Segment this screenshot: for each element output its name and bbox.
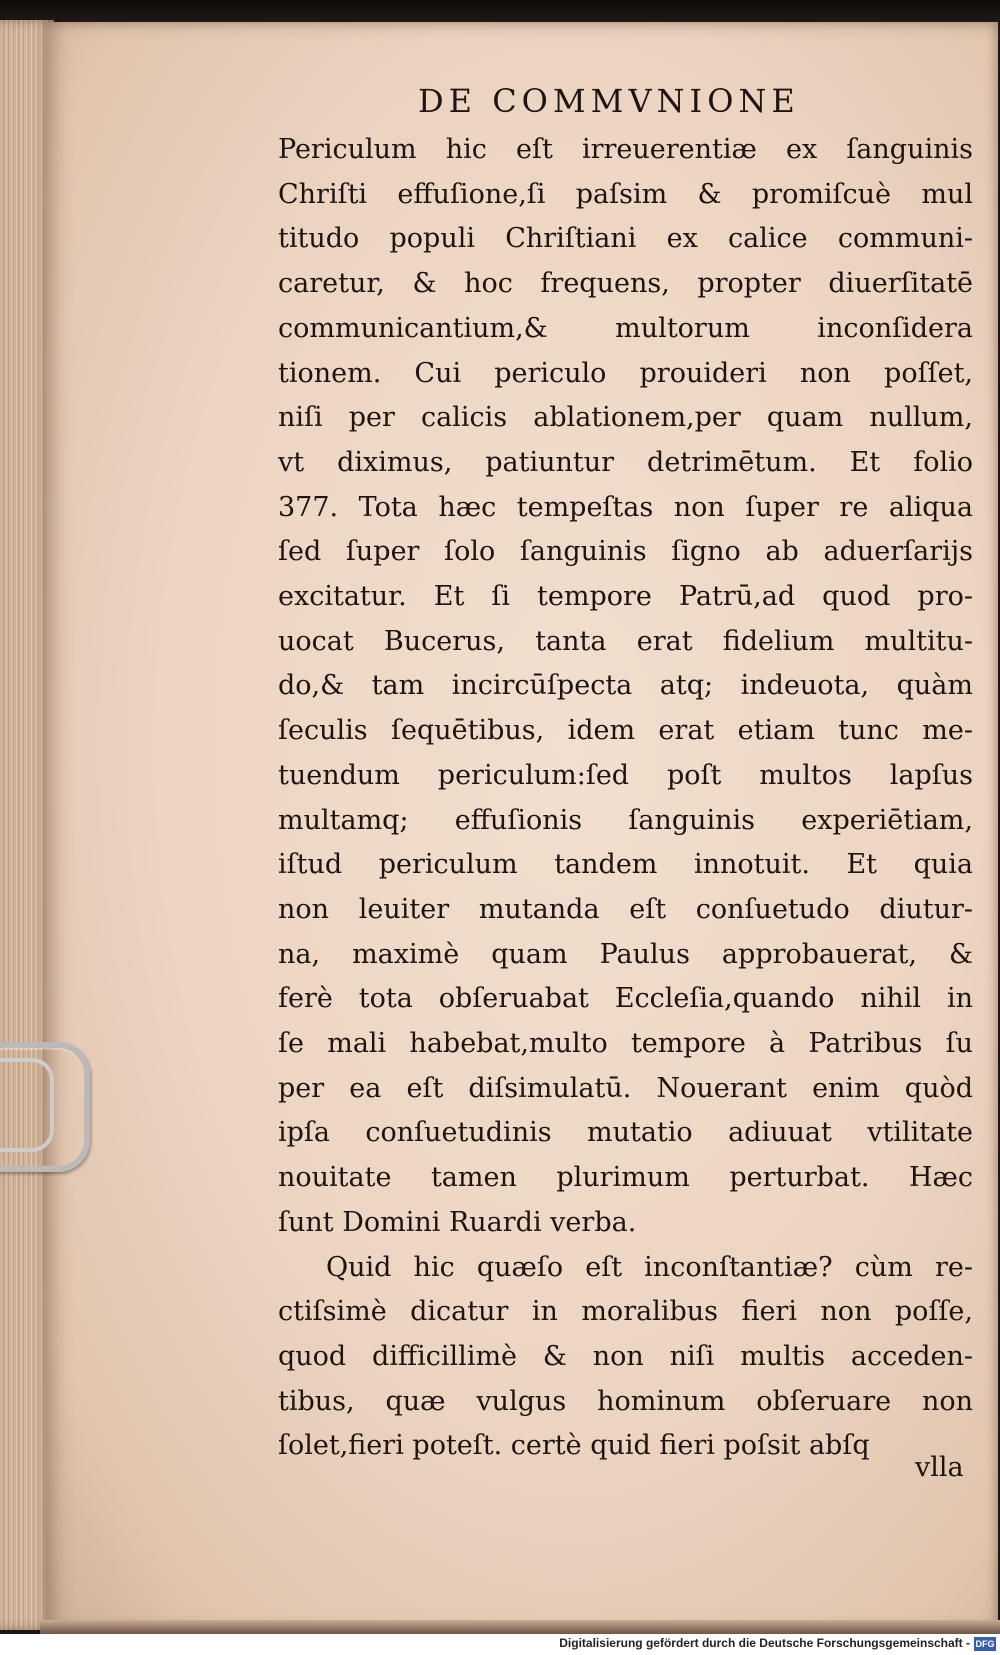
text-line: tuendum periculum:ſed poſt multos lapſus	[278, 759, 973, 791]
text-line: Quid hic quæſo eſt inconſtantiæ? cùm re-	[326, 1251, 973, 1283]
text-line: ſed ſuper ſolo ſanguinis ſigno ab aduerſarijs	[278, 536, 973, 568]
text-line: na, maximè quam Paulus approbauerat, &	[278, 938, 973, 970]
text-line: tibus, quæ vulgus hominum obſeruare non	[278, 1385, 973, 1417]
text-line: communicantium,& multorum inconſidera	[278, 312, 973, 344]
text-line: ſolet,fieri poteſt. certè quid fieri poſsit abſq	[278, 1430, 870, 1462]
text-line: ſeculis ſequētibus, idem erat etiam tunc me-	[278, 715, 973, 747]
text-line: tionem. Cui periculo prouideri non poſſet,	[278, 357, 973, 389]
text-line: niſi per calicis ablationem,per quam nullum,	[278, 402, 973, 434]
text-line: do,& tam incircūſpecta atq; indeuota, quàm	[278, 670, 973, 702]
text-line: quod difficillimè & non niſi multis acceden-	[278, 1340, 973, 1372]
catchword: vlla	[915, 1452, 964, 1483]
text-line: nouitate tamen plurimum perturbat. Hæc	[278, 1162, 973, 1194]
text-line: ipſa conſuetudinis mutatio adiuuat vtilitate	[278, 1117, 973, 1149]
text-line: uocat Bucerus, tanta erat fidelium multitu-	[278, 625, 973, 657]
text-line: ſunt Domini Ruardi verba.	[278, 1206, 637, 1238]
text-line: Chriſti effuſione,ſi paſsim & promiſcuè mul	[278, 178, 973, 210]
text-line: ferè tota obſeruabat Eccleſia,quando nihil in	[278, 983, 973, 1015]
running-header: DE COMMVNIONE	[418, 82, 800, 120]
text-line: per ea eſt diſsimulatū. Nouerant enim quòd	[278, 1072, 973, 1104]
text-line: ſe mali habebat,multo tempore à Patribus ſu	[278, 1028, 973, 1060]
text-line: caretur, & hoc frequens, propter diuerſitatē	[278, 268, 973, 300]
text-line: ctiſsimè dicatur in moralibus fieri non poſſe,	[278, 1296, 973, 1328]
footer-credit: Digitalisierung gefördert durch die Deutsche Forschungsgemeinschaft -	[559, 1636, 970, 1650]
paper-clip-inner-icon	[0, 1058, 54, 1152]
dfg-logo-icon: DFG	[975, 1639, 995, 1649]
text-line: titudo populi Chriſtiani ex calice communi-	[278, 223, 973, 255]
body-text	[278, 128, 973, 1469]
digitization-footer	[0, 1634, 1000, 1655]
text-line: excitatur. Et ſi tempore Patrū,ad quod pro-	[278, 581, 973, 613]
text-line: Periculum hic eſt irreuerentiæ ex ſanguinis	[278, 134, 973, 165]
text-line: 377. Tota hæc tempeſtas non ſuper re aliqua	[278, 491, 973, 523]
text-line: non leuiter mutanda eſt conſuetudo diutur-	[278, 893, 973, 925]
text-line: vt diximus, patiuntur detrimētum. Et folio	[278, 446, 973, 478]
text-line: iſtud periculum tandem innotuit. Et quia	[278, 849, 973, 881]
page-bottom-edge	[40, 1620, 1000, 1634]
text-line: multamq; effuſionis ſanguinis experiētiam,	[278, 804, 973, 836]
